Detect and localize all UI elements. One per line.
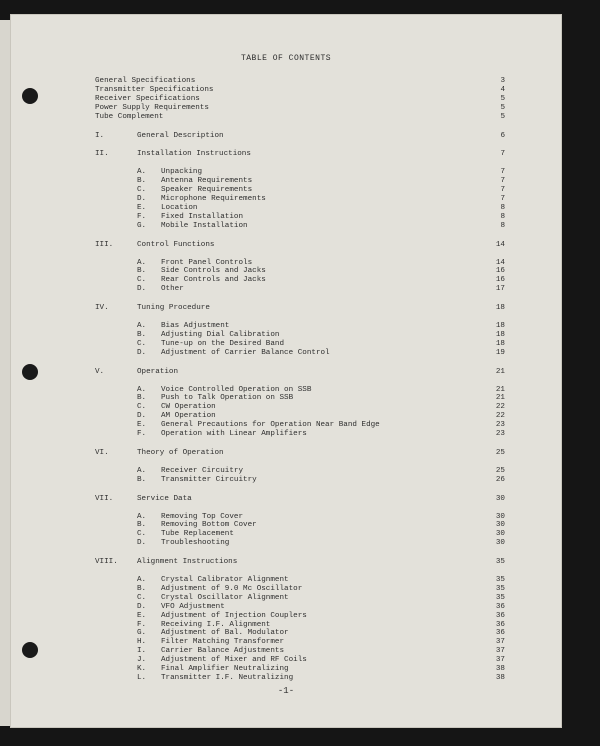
toc-item-title: Adjustment of 9.0 Mc Oscillator xyxy=(161,584,303,593)
toc-item-letter: A. xyxy=(137,168,147,177)
toc-front-entry: Tube Complement xyxy=(95,112,164,121)
toc-item-title: Crystal Calibrator Alignment xyxy=(161,576,289,584)
toc-section-title: Service Data xyxy=(137,494,192,503)
toc-page-number: 37 xyxy=(495,656,505,665)
toc-page-number: 14 xyxy=(495,258,505,267)
toc-item-title: Side Controls and Jacks xyxy=(161,267,266,276)
toc-item-title: Operation with Linear Amplifiers xyxy=(161,430,307,438)
toc-page-number: 36 xyxy=(495,602,505,611)
toc-section-title: Installation Instructions xyxy=(137,150,251,159)
toc-page-number: 7 xyxy=(500,168,505,177)
toc-item-title: Adjustment of Mixer and RF Coils xyxy=(161,656,307,665)
toc-page-number: 19 xyxy=(495,348,505,357)
toc-section-number: VI. xyxy=(95,448,109,457)
toc-item-title: Antenna Requirements xyxy=(161,177,253,186)
toc-page-number: 25 xyxy=(495,448,505,457)
toc-item-letter: A. xyxy=(137,258,147,267)
toc-item-letter: B. xyxy=(137,267,147,276)
toc-item-letter: C. xyxy=(137,186,147,195)
toc-item-title: Removing Top Cover xyxy=(161,512,244,521)
toc-page-number: 38 xyxy=(495,673,505,682)
toc-page-number: 30 xyxy=(495,539,505,548)
toc-front-entry: Transmitter Specifications xyxy=(95,85,214,94)
toc-section-number: I. xyxy=(95,131,105,140)
toc-page-number: 18 xyxy=(495,304,505,313)
toc-page-number: 21 xyxy=(495,394,505,403)
toc-page-number: 8 xyxy=(500,221,505,230)
toc-item-letter: A. xyxy=(137,466,147,475)
toc-item-title: Filter Matching Transformer xyxy=(161,638,285,647)
toc-front-entry: Power Supply Requirements xyxy=(95,103,209,112)
toc-page-number: 23 xyxy=(495,430,505,438)
toc-page-number: 22 xyxy=(495,412,505,421)
toc-item-title: Carrier Balance Adjustments xyxy=(161,647,285,656)
toc-page-number: 23 xyxy=(495,421,505,430)
toc-item-title: Adjusting Dial Calibration xyxy=(161,330,280,339)
toc-item-letter: L. xyxy=(137,673,147,682)
toc-item-title: General Precautions for Operation Near Band Edge xyxy=(161,421,380,430)
toc-item-title: Adjustment of Bal. Modulator xyxy=(161,629,289,638)
toc-page-number: 3 xyxy=(500,77,505,85)
toc-item-letter: B. xyxy=(137,177,147,186)
toc-item-letter: F. xyxy=(137,430,147,438)
toc-item-title: Troubleshooting xyxy=(161,539,230,548)
toc-page-number: 14 xyxy=(495,240,505,249)
toc-page-number: 37 xyxy=(495,647,505,656)
toc-section-title: General Description xyxy=(137,131,224,140)
toc-page-number: 5 xyxy=(500,94,505,103)
toc-page-number: 21 xyxy=(495,367,505,376)
toc-item-title: Tune-up on the Desired Band xyxy=(161,339,285,348)
toc-item-letter: D. xyxy=(137,602,147,611)
toc-page-number: 26 xyxy=(495,475,505,484)
toc-item-title: Transmitter I.F. Neutralizing xyxy=(161,673,294,682)
toc-page-number: 36 xyxy=(495,611,505,620)
toc-item-letter: E. xyxy=(137,611,147,620)
toc-page-number: 18 xyxy=(495,322,505,330)
toc-page-number: 7 xyxy=(500,186,505,195)
toc-item-letter: D. xyxy=(137,412,147,421)
toc-page-number: 35 xyxy=(495,558,505,567)
toc-section-number: VIII. xyxy=(95,558,118,567)
toc-page-number: 8 xyxy=(500,212,505,221)
toc-page-number: 18 xyxy=(495,330,505,339)
toc-item-letter: A. xyxy=(137,385,147,394)
page-footer-number: -1- xyxy=(277,686,295,696)
toc-item-letter: J. xyxy=(137,656,147,665)
toc-item-title: Final Amplifier Neutralizing xyxy=(161,665,289,673)
page-title: TABLE OF CONTENTS xyxy=(240,54,332,63)
toc-item-letter: B. xyxy=(137,394,147,403)
toc-section-title: Control Functions xyxy=(137,240,215,249)
toc-item-letter: E. xyxy=(137,421,147,430)
toc-page-number: 18 xyxy=(495,339,505,348)
toc-item-letter: H. xyxy=(137,638,147,647)
toc-page-number: 7 xyxy=(500,177,505,186)
toc-page-number: 30 xyxy=(495,512,505,521)
toc-page-number: 30 xyxy=(495,521,505,530)
toc-item-title: Push to Talk Operation on SSB xyxy=(161,394,294,403)
toc-item-letter: A. xyxy=(137,576,147,584)
toc-item-title: Front Panel Controls xyxy=(161,258,253,267)
toc-section-title: Theory of Operation xyxy=(137,448,224,457)
toc-page-number: 35 xyxy=(495,584,505,593)
toc-item-title: Transmitter Circuitry xyxy=(161,475,257,484)
toc-item-title: Bias Adjustment xyxy=(161,322,230,330)
toc-section-title: Tuning Procedure xyxy=(137,304,210,313)
toc-page-number: 8 xyxy=(500,203,505,212)
toc-page-number: 38 xyxy=(495,665,505,673)
toc-item-title: Microphone Requirements xyxy=(161,195,266,203)
toc-section-number: III. xyxy=(95,240,114,249)
toc-page-number: 30 xyxy=(495,494,505,503)
toc-item-title: AM Operation xyxy=(161,412,216,421)
toc-item-title: Receiving I.F. Alignment xyxy=(161,620,271,629)
toc-page-number: 16 xyxy=(495,267,505,276)
toc-page-number: 17 xyxy=(495,285,505,294)
toc-section-number: V. xyxy=(95,367,105,376)
toc-item-title: Other xyxy=(161,285,184,294)
toc-front-entry: General Specifications xyxy=(95,77,196,85)
toc-item-letter: D. xyxy=(137,195,147,203)
toc-item-letter: F. xyxy=(137,620,147,629)
toc-item-title: Location xyxy=(161,203,198,212)
binder-hole xyxy=(22,642,38,658)
toc-page-number: 21 xyxy=(495,385,505,394)
toc-item-letter: C. xyxy=(137,530,147,539)
toc-item-title: Rear Controls and Jacks xyxy=(161,276,266,285)
toc-item-title: Mobile Installation xyxy=(161,221,248,230)
toc-item-letter: B. xyxy=(137,330,147,339)
toc-item-title: Tube Replacement xyxy=(161,530,234,539)
toc-page-number: 5 xyxy=(500,103,505,112)
toc-item-letter: E. xyxy=(137,203,147,212)
toc-item-letter: C. xyxy=(137,403,147,412)
toc-item-letter: G. xyxy=(137,221,147,230)
toc-page-number: 22 xyxy=(495,403,505,412)
toc-page-number: 4 xyxy=(500,85,505,94)
toc-item-letter: D. xyxy=(137,348,147,357)
toc-page-number: 7 xyxy=(500,195,505,203)
toc-page-number: 36 xyxy=(495,629,505,638)
toc-item-title: CW Operation xyxy=(161,403,216,412)
toc-item-title: Speaker Requirements xyxy=(161,186,253,195)
toc-section-title: Operation xyxy=(137,367,179,376)
toc-front-entry: Receiver Specifications xyxy=(95,94,200,103)
toc-item-letter: B. xyxy=(137,475,147,484)
toc-item-title: Voice Controlled Operation on SSB xyxy=(161,385,312,394)
toc-item-title: Unpacking xyxy=(161,168,203,177)
toc-page-number: 25 xyxy=(495,466,505,475)
toc-page-number: 6 xyxy=(500,131,505,140)
toc-item-title: Fixed Installation xyxy=(161,212,244,221)
toc-item-letter: B. xyxy=(137,521,147,530)
toc-section-number: IV. xyxy=(95,304,109,313)
toc-page-number: 36 xyxy=(495,620,505,629)
toc-section-title: Alignment Instructions xyxy=(137,558,238,567)
toc-item-letter: A. xyxy=(137,322,147,330)
document-page xyxy=(10,14,562,728)
toc-item-letter: A. xyxy=(137,512,147,521)
toc-item-letter: K. xyxy=(137,665,147,673)
toc-page-number: 30 xyxy=(495,530,505,539)
toc-item-title: VFO Adjustment xyxy=(161,602,225,611)
toc-item-letter: F. xyxy=(137,212,147,221)
toc-section-number: II. xyxy=(95,150,109,159)
toc-item-letter: D. xyxy=(137,539,147,548)
toc-item-letter: C. xyxy=(137,276,147,285)
toc-item-letter: C. xyxy=(137,593,147,602)
toc-page-number: 35 xyxy=(495,576,505,584)
toc-item-letter: C. xyxy=(137,339,147,348)
toc-page-number: 5 xyxy=(500,112,505,121)
binder-hole xyxy=(22,88,38,104)
toc-section-number: VII. xyxy=(95,494,114,503)
toc-page-number: 16 xyxy=(495,276,505,285)
toc-item-title: Receiver Circuitry xyxy=(161,466,244,475)
toc-page-number: 37 xyxy=(495,638,505,647)
binder-hole xyxy=(22,364,38,380)
toc-page-number: 7 xyxy=(500,150,505,159)
toc-page-number: 35 xyxy=(495,593,505,602)
toc-item-title: Crystal Oscillator Alignment xyxy=(161,593,289,602)
toc-item-title: Removing Bottom Cover xyxy=(161,521,257,530)
toc-item-title: Adjustment of Carrier Balance Control xyxy=(161,348,330,357)
toc-item-title: Adjustment of Injection Couplers xyxy=(161,611,307,620)
toc-item-letter: B. xyxy=(137,584,147,593)
toc-item-letter: I. xyxy=(137,647,147,656)
toc-item-letter: G. xyxy=(137,629,147,638)
toc-item-letter: D. xyxy=(137,285,147,294)
